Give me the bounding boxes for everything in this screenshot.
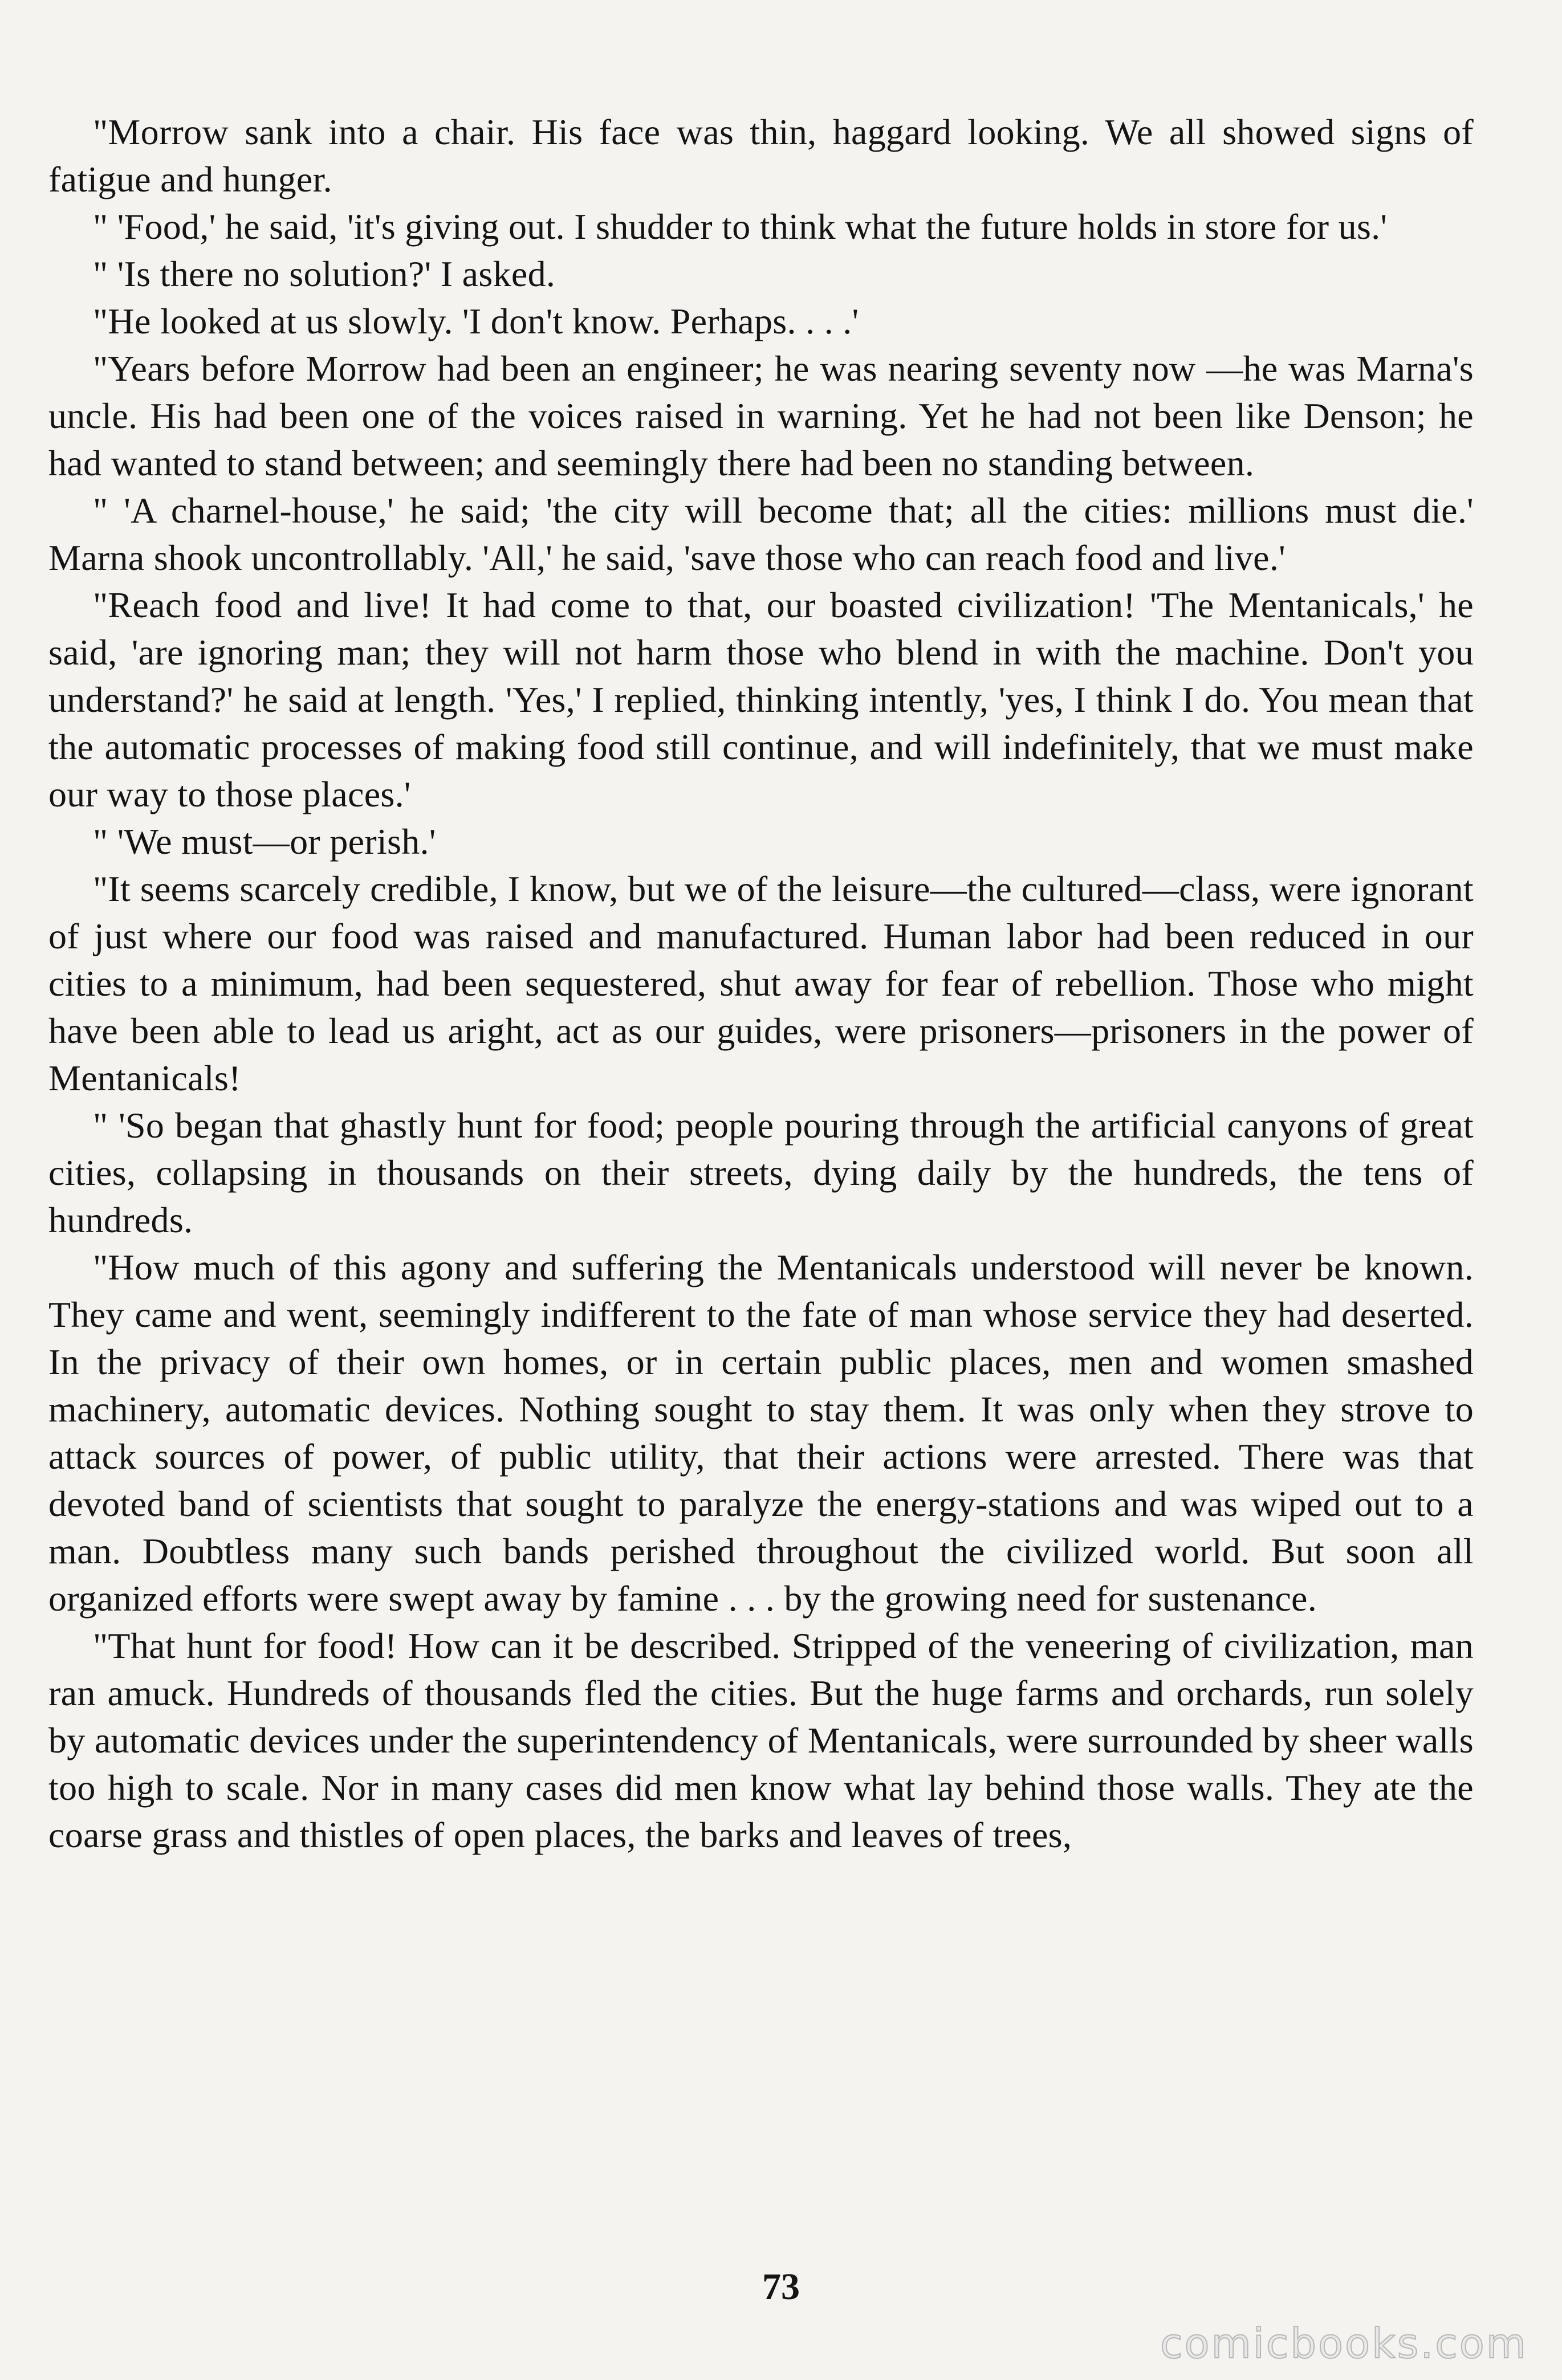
paragraph: " 'We must—or perish.': [93, 821, 436, 862]
paragraph: " 'So began that ghastly hunt for food; people pouring through the artificial canyons of great cities, collapsing in thousands on their streets, dying daily by the hundreds, the tens of hundreds.: [48, 1105, 1474, 1240]
paragraph: "Morrow sank into a chair. His face was thin, haggard looking. We all showed signs of fatigue and hunger.: [48, 112, 1474, 199]
body-text: [48, 108, 1474, 1859]
paragraph: " 'A charnel-house,' he said; 'the city will become that; all the cities: millions must die.' Marna shook uncontrollably. 'All,' he said, 'save those who can reach food and live.': [48, 490, 1474, 578]
paragraph: "Reach food and live! It had come to that, our boasted civilization! 'The Mentanicals,' he said, 'are ignoring man; they will not harm those who blend in with the machine. Don't you understand?' he said at length. 'Yes,' I replied, thinking intently, 'yes, I think I do. You mean that the automatic processes of making food still continue, and will indefinitely, that we must make our way to those places.': [48, 585, 1474, 814]
paragraph: "How much of this agony and suffering the Mentanicals understood will never be known. They came and went, seemingly indifferent to the fate of man whose service they had deserted. In the privacy of their own homes, or in certain public places, men and women smashed machinery, automatic devices. Nothing sought to stay them. It was only when they strove to attack sources of power, of public utility, that their actions were arrested. There was that devoted band of scientists that sought to paralyze the energy-stations and was wiped out to a man. Doubtless many such bands perished throughout the civilized world. But soon all organized efforts were swept away by famine . . . by the growing need for sustenance.: [48, 1247, 1474, 1619]
paragraph: "It seems scarcely credible, I know, but we of the leisure—the cultured—class, were ignorant of just where our food was raised and manufactured. Human labor had been reduced in our cities to a minimum, had been sequestered, shut away for fear of rebellion. Those who might have been able to lead us aright, act as our guides, were prisoners—prisoners in the power of Mentanicals!: [48, 869, 1474, 1098]
watermark: comicbooks.com: [1160, 2320, 1528, 2367]
paragraph: " 'Food,' he said, 'it's giving out. I shudder to think what the future holds in store for us.': [93, 206, 1388, 247]
paragraph: "That hunt for food! How can it be described. Stripped of the veneering of civilization, man ran amuck. Hundreds of thousands fled the cities. But the huge farms and orchards, run solely by automatic devices under the superintendency of Mentanicals, were surrounded by sheer walls too high to scale. Nor in many cases did men know what lay behind those walls. They ate the coarse grass and thistles of open places, the barks and leaves of trees,: [48, 1625, 1474, 1855]
page-number: 73: [762, 2266, 800, 2308]
paragraph: "Years before Morrow had been an engineer; he was nearing seventy now —he was Marna's uncle. His had been one of the voices raised in warning. Yet he had not been like Denson; he had wanted to stand between; and seemingly there had been no standing between.: [48, 348, 1474, 483]
paragraph: "He looked at us slowly. 'I don't know. Perhaps. . . .': [93, 301, 859, 341]
paragraph: " 'Is there no solution?' I asked.: [93, 254, 556, 294]
